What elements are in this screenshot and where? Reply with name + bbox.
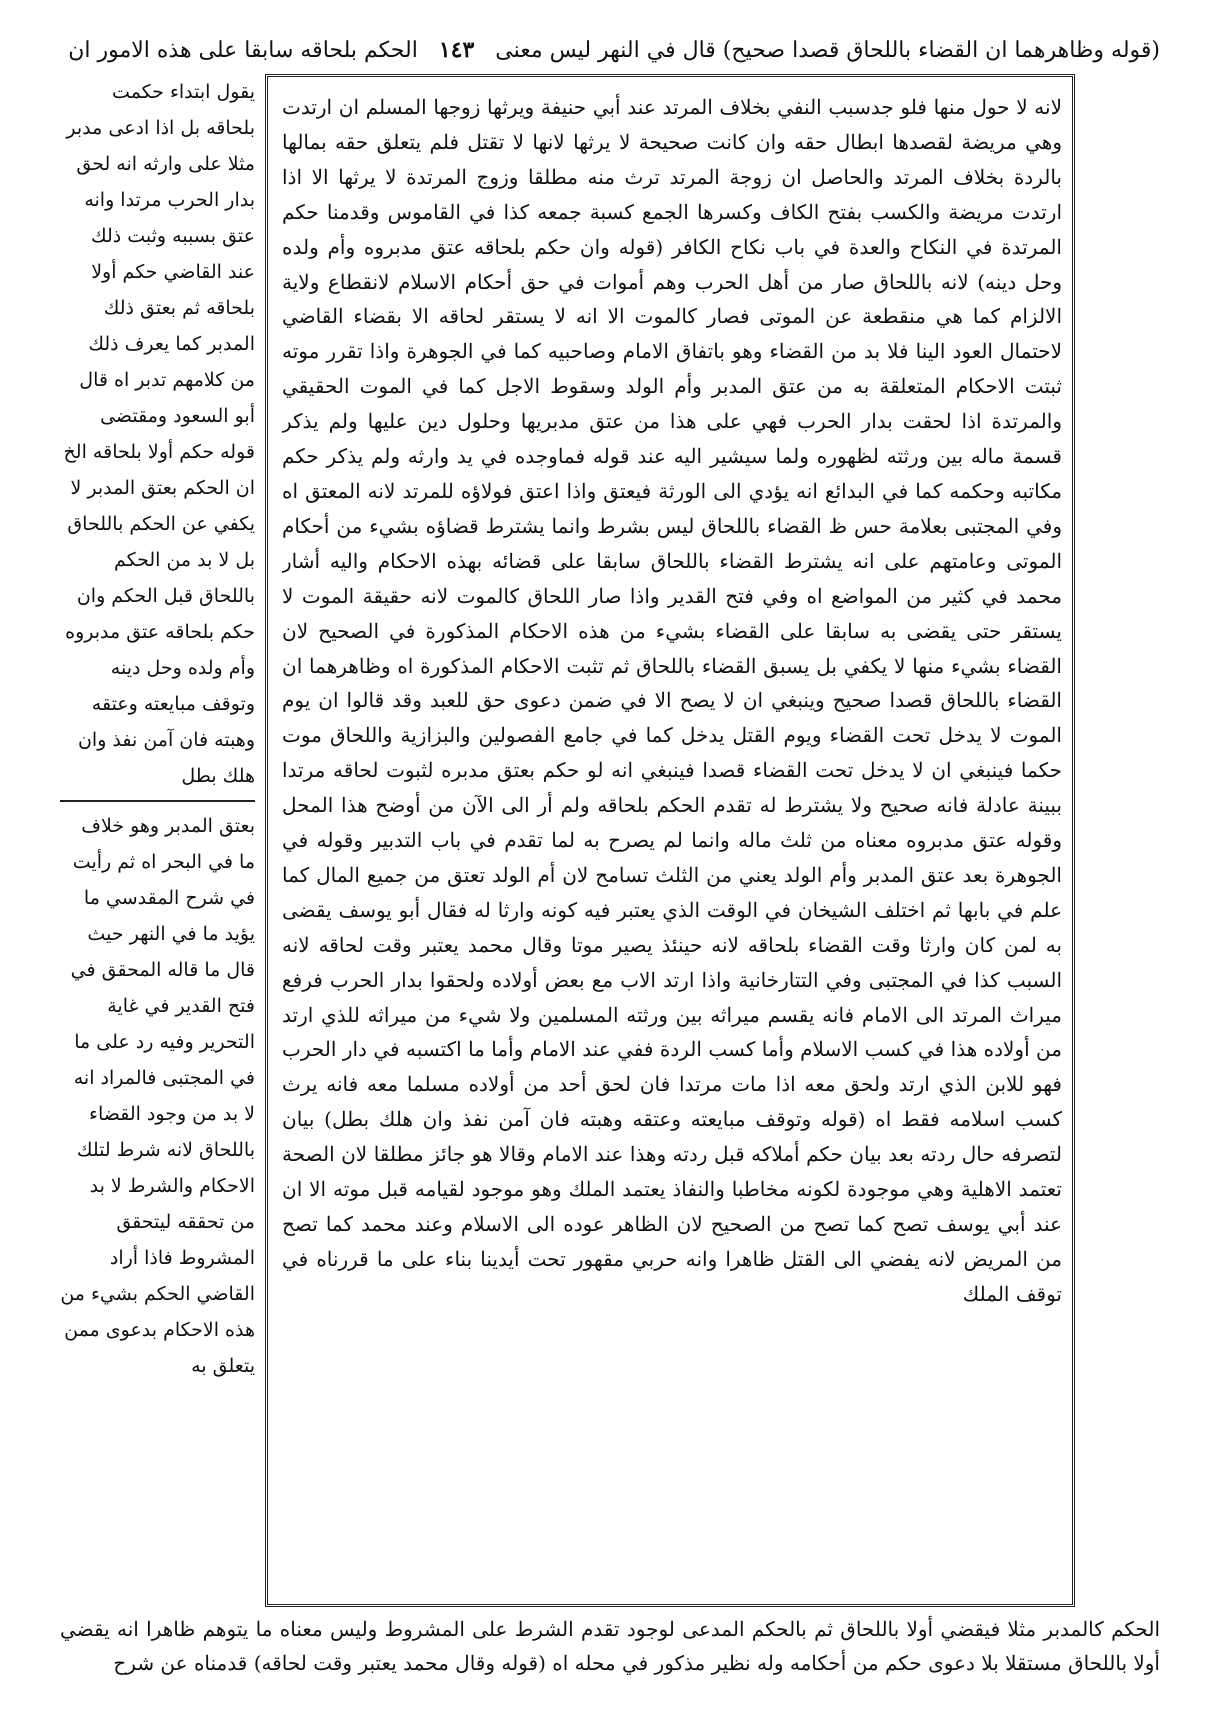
margin-commentary-top: يقول ابتداء حكمت بلحاقه بل اذا ادعى مدبر مثلا على وارثه انه لحق بدار الحرب مرتدا وانه عتق بسببه وثبت ذلك عند القاضي حكم أولا بلحاقه ثم بعتق ذلك المدبر كما يعرف ذلك من كلامهم تدبر اه قال أبو السعود ومقتضى قوله حكم أولا بلحاقه الخ ان الحكم بعتق المدبر لا يكفي عن الحكم باللحاق بل لا بد من الحكم باللحاق قبل الحكم وان حكم بلحاقه عتق مدبروه وأم ولده وحل دينه وتوقف مبايعته وعتقه وهبته فان آمن نفذ وان هلك بطل <box>63 81 255 787</box>
footer-commentary <box>60 1612 1160 1712</box>
main-text: لانه لا حول منها فلو جدسبب النفي بخلاف المرتد عند أبي حنيفة ويرثها زوجها المسلم ان ارتدت وهي مريضة لقصدها ابطال حقه وان كانت صحيحة لا يرثها لانها لا تقتل فلم يتعلق حقه بمالها بالردة بخلاف المرتد والحاصل ان زوجة المرتد ترث منه مطلقا وزوج المرتدة لا يرثها الا اذا ارتدت مريضة والكسب بفتح الكاف وكسرها الجمع كسبة جمعه كذا في القاموس وقدمنا حكم المرتدة في النكاح والعدة في باب نكاح الكافر (قوله وان حكم بلحاقه عتق مدبروه وأم ولده وحل دينه) لانه باللحاق صار من أهل الحرب وهم أموات في حق أحكام الاسلام لانقطاع ولاية الالزام كما هي منقطعة عن الموتى فصار كالموت الا انه لا يستقر لحاقه الا بقضاء القاضي لاحتمال العود الينا فلا بد من القضاء وهو باتفاق الامام وصاحبيه كما في الجوهرة واذا تقرر موته ثبتت الاحكام المتعلقة به من عتق المدبر وأم الولد وسقوط الاجل كما في الموت الحقيقي والمرتدة اذا لحقت بدار الحرب فهي على هذا من عتق مدبريها وحلول دين عليها ولم يذكر قسمة ماله بين ورثته لظهوره ولما سيشير اليه عند قوله فماوجده في يد وارثه ولم يذكر حكم مكاتبه وحكمه كما في البدائع انه يؤدي الى الورثة فيعتق واذا اعتق فولاؤه للمرتد لانه المعتق اه وفي المجتبى بعلامة حس ظ القضاء باللحاق ليس بشرط وانما يشترط قضاؤه بشيء من أحكام الموتى وعامتهم على انه يشترط القضاء باللحاق سابقا على قضائه بهذه الاحكام واليه أشار محمد في كثير من المواضع اه وفي فتح القدير واذا صار اللحاق كالموت لانه حقيقة الموت لا يستقر حتى يقضى به سابقا على القضاء بشيء من هذه الاحكام المذكورة في الصحيح لان القضاء بشيء منها لا يكفي بل يسبق القضاء باللحاق ثم تثبت الاحكام المذكورة اه وظاهرهما ان القضاء باللحاق قصدا صحيح وينبغي ان لا يصح الا في ضمن دعوى حق للعبد وقد قالوا ان يوم الموت لا يدخل تحت القضاء ويوم القتل يدخل كما في جامع الفصولين والبزازية واللحاق موت حكما فينبغي ان لا يدخل تحت القضاء قصدا فينبغي انه لو حكم بعتق مدبره لثبوت لحاقه مرتدا ببينة عادلة فانه صحيح ولا يشترط له تقدم الحكم بلحاقه ولم أر الى الآن من أوضح هذا المحل وقوله عتق مدبروه معناه من ثلث ماله وانما لم يصرح به لما تقدم في باب التدبير وقوله في الجوهرة بعد عتق المدبر وأم الولد يعني من الثلث تسامح لان أم الولد تعتق من جميع المال كما علم في بابها ثم اختلف الشيخان في الوقت الذي يعتبر فيه كونه وارثا له فقال أبو يوسف يقضى به لمن كان وارثا وقت القضاء بلحاقه لانه حينئذ يصير موتا وقال محمد يعتبر وقت لحاقه لانه السبب كذا في المجتبى وفي التتارخانية واذا ارتد الاب مع بعض أولاده ولحقوا بدار الحرب فرفع ميراث المرتد الى الامام فانه يقسم ميراثه بين ورثته المسلمين ولا شيء من ميراثه للذي ارتد من أولاده هذا في كسب الاسلام وأما كسب الردة ففي عند الامام وأما ما اكتسبه في دار الحرب فهو للابن الذي ارتد ولحق معه اذا مات مرتدا فان لحق أحد من أولاده مسلما معه فانه يرث كسب اسلامه فقط اه (قوله وتوقف مبايعته وعتقه وهبته فان آمن نفذ وان هلك بطل) بيان لتصرفه حال ردته بعد بيان حكم أملاكه قبل ردته وهذا عند الامام وقالا هو جائز مطلقا لان الصحة تعتمد الاهلية وهي موجودة لكونه مخاطبا والنفاذ يعتمد الملك وهو موجود لقيامه قبل موته الا ان عند أبي يوسف تصح كما تصح من الصحيح لان الظاهر عوده الى الاسلام وعند محمد كما تصح من المريض لانه يفضي الى القتل ظاهرا وانه حربي مقهور تحت أيدينا بناء على ما قررناه في توقف الملك <box>282 95 1062 1306</box>
footer-text: الحكم كالمدبر مثلا فيقضي أولا باللحاق ثم بالحكم المدعى لوجود تقدم الشرط على المشروط وليس معناه ما يتوهم ظاهرا انه يقضي أولا باللحاق مستقلا بلا دعوى حكم من أحكامه وله نظير مذكور في محله اه (قوله وقال محمد يعتبر وقت لحاقه) قدمناه عن شرح <box>60 1617 1160 1675</box>
margin-commentary <box>60 74 255 1607</box>
margin-divider <box>60 800 255 802</box>
main-text-column <box>282 90 1062 1595</box>
header-left-text: الحكم بلحاقه سابقا على هذه الامور ان <box>68 38 418 63</box>
margin-commentary-bottom: بعتق المدبر وهو خلاف ما في البحر اه ثم رأيت في شرح المقدسي ما يؤيد ما في النهر حيث قال ما قاله المحقق في فتح القدير في غاية التحرير وفيه رد على ما في المجتبى فالمراد انه لا بد من وجود القضاء باللحاق لانه شرط لتلك الاحكام والشرط لا بد من تحققه ليتحقق المشروط فاذا أراد القاضي الحكم بشيء من هذه الاحكام بدعوى ممن يتعلق به <box>60 815 255 1377</box>
page-header <box>60 30 1160 70</box>
page-number: ١٤٣ <box>438 37 475 63</box>
header-right-text: (قوله وظاهرهما ان القضاء باللحاق قصدا صحيح) قال في النهر ليس معنى <box>495 38 1160 63</box>
